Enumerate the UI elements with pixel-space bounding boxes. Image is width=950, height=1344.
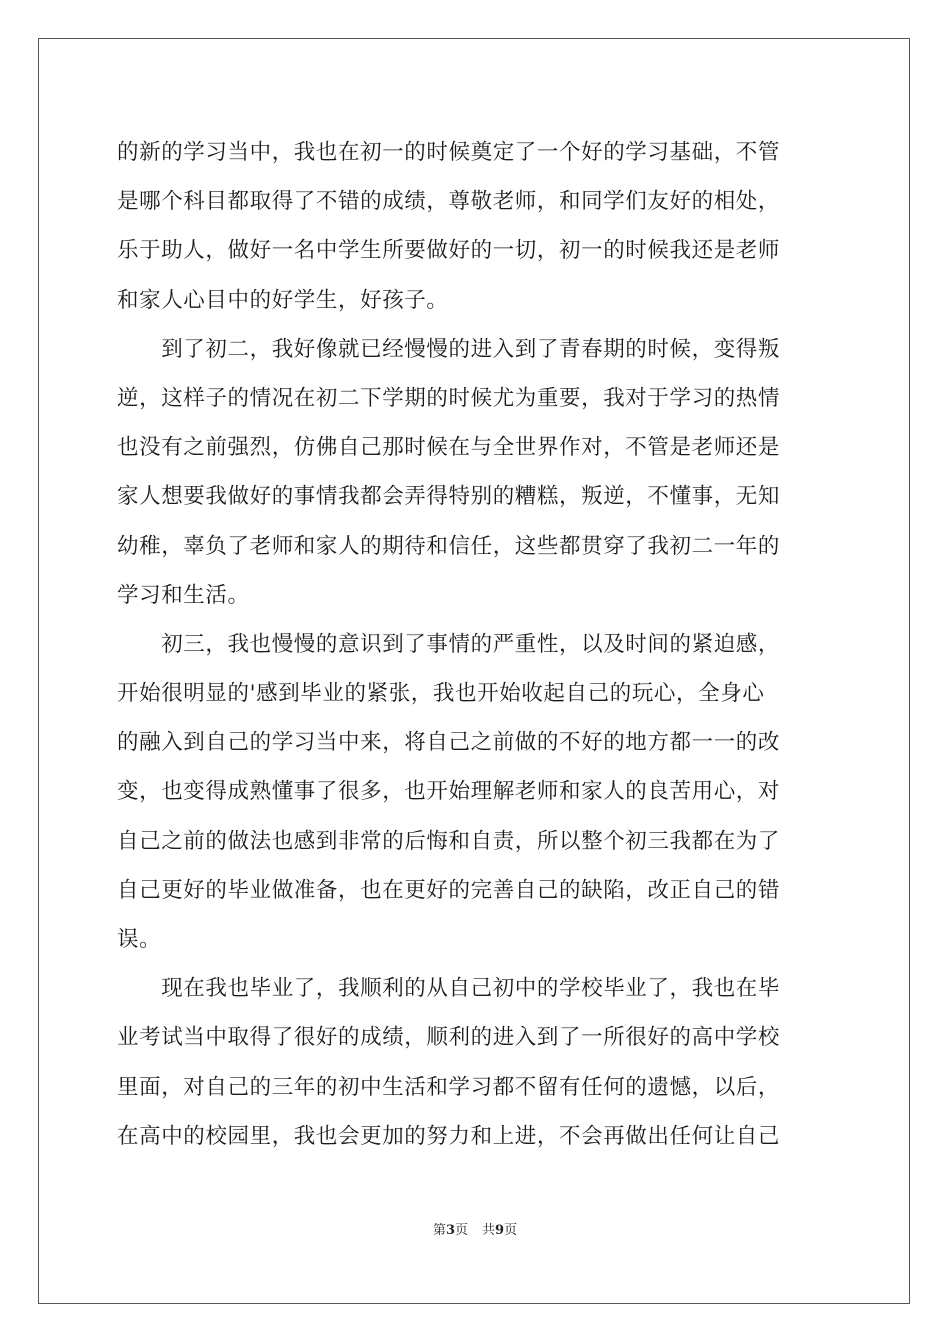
page-label-prefix: 第 — [432, 1223, 446, 1238]
text-line: 也没有之前强烈，仿佛自己那时候在与全世界作对，不管是老师还是 — [117, 435, 781, 461]
text-line: 是哪个科目都取得了不错的成绩，尊敬老师，和同学们友好的相处， — [117, 189, 781, 215]
total-label-suffix: 页 — [504, 1223, 518, 1238]
text-line: 自己更好的毕业做准备，也在更好的完善自己的缺陷，改正自己的错 — [117, 877, 781, 903]
text-line: 的新的学习当中，我也在初一的时候奠定了一个好的学习基础，不管 — [117, 140, 781, 165]
page-footer — [0, 1219, 950, 1238]
document-body — [117, 128, 837, 1161]
page-label-suffix: 页 — [454, 1223, 468, 1238]
text-line: 现在我也毕业了，我顺利的从自己初中的学校毕业了，我也在毕 — [117, 976, 781, 1002]
text-line: 自己之前的做法也感到非常的后悔和自责，所以整个初三我都在为了 — [117, 828, 781, 854]
text-line: 学习和生活。 — [117, 582, 250, 608]
text-line: 的融入到自己的学习当中来，将自己之前做的不好的地方都一一的改 — [117, 730, 781, 756]
text-line: 和家人心目中的好学生，好孩子。 — [117, 287, 449, 313]
text-line: 到了初二，我好像就已经慢慢的进入到了青春期的时候，变得叛 — [117, 336, 781, 362]
text-line: 开始很明显的'感到毕业的紧张，我也开始收起自己的玩心，全身心 — [117, 681, 765, 707]
text-line: 乐于助人，做好一名中学生所要做好的一切，初一的时候我还是老师 — [117, 238, 781, 264]
total-pages: 9 — [495, 1223, 505, 1238]
text-line: 家人想要我做好的事情我都会弄得特别的糟糕，叛逆，不懂事，无知 — [117, 484, 781, 510]
text-line: 误。 — [117, 927, 162, 952]
text-line: 在高中的校园里，我也会更加的努力和上进，不会再做出任何让自己 — [117, 1123, 781, 1149]
text-line: 逆，这样子的情况在初二下学期的时候尤为重要，我对于学习的热情 — [117, 385, 781, 411]
total-label-prefix: 共 — [482, 1223, 496, 1238]
page-number: 3 — [445, 1223, 455, 1238]
text-line: 变，也变得成熟懂事了很多，也开始理解老师和家人的良苦用心，对 — [117, 779, 781, 805]
text-line: 初三，我也慢慢的意识到了事情的严重性，以及时间的紧迫感， — [117, 631, 781, 657]
text-line: 里面，对自己的三年的初中生活和学习都不留有任何的遗憾，以后， — [117, 1074, 781, 1100]
text-line: 幼稚，辜负了老师和家人的期待和信任，这些都贯穿了我初二一年的 — [117, 533, 781, 559]
text-line: 业考试当中取得了很好的成绩，顺利的进入到了一所很好的高中学校 — [117, 1025, 781, 1051]
